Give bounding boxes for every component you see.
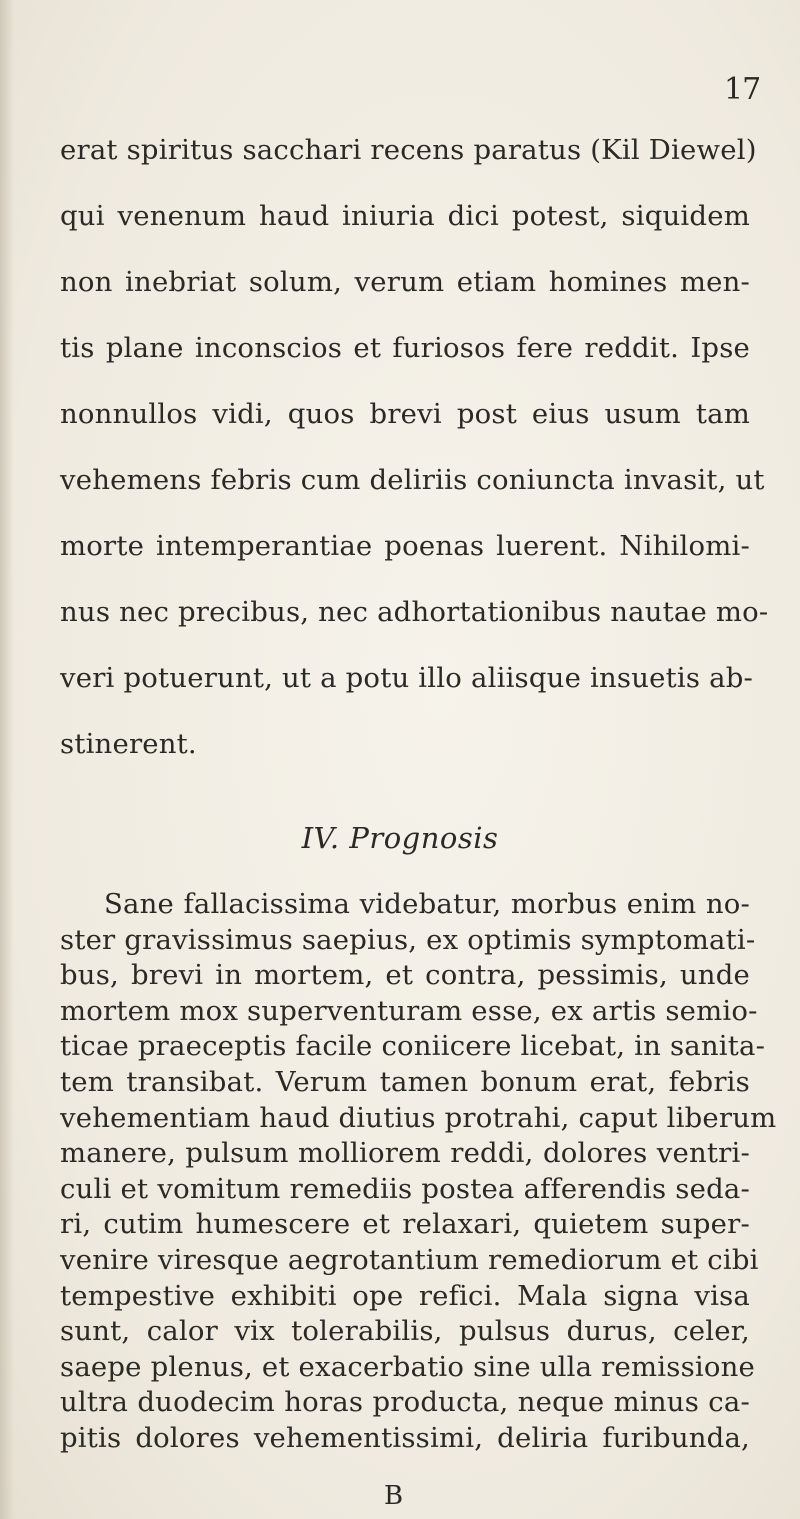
- text-line: vehemens febris cum deliriis coniuncta invasit, ut: [60, 464, 765, 496]
- text-line: erat spiritus sacchari recens paratus (Kil Diewel): [60, 134, 757, 166]
- text-line: tem transibat. Verum tamen bonum erat, febris: [60, 1066, 750, 1098]
- text-line: nonnullos vidi, quos brevi post eius usum tam: [60, 398, 750, 430]
- text-line: bus, brevi in mortem, et contra, pessimis, unde: [60, 959, 750, 992]
- text-line: tempestive exhibiti ope refici. Mala signa visa: [60, 1279, 750, 1312]
- text-line: nus nec precibus, nec adhortationibus nautae mo-: [60, 596, 769, 628]
- section-heading: IV. Prognosis: [301, 821, 499, 855]
- text-line: mortem mox superventuram esse, ex artis semio-: [60, 994, 758, 1027]
- text-line: ultra duodecim horas producta, neque minus ca-: [60, 1386, 750, 1419]
- text-line: Sane fallacissima videbatur, morbus enim no-: [104, 888, 750, 920]
- page-number: 17: [724, 72, 761, 107]
- text-line: veri potuerunt, ut a potu illo aliisque insuetis ab-: [60, 662, 753, 694]
- text-line: morte intemperantiae poenas luerent. Nihilomi-: [60, 530, 750, 562]
- signature-mark: B: [384, 1481, 404, 1511]
- text-line: non inebriat solum, verum etiam homines men-: [60, 266, 750, 298]
- text-line: pitis dolores vehementissimi, deliria furibunda,: [60, 1422, 750, 1454]
- text-line: manere, pulsum molliorem reddi, dolores ventri-: [60, 1137, 750, 1170]
- binding-shadow: [0, 0, 14, 1519]
- text-line: vehementiam haud diutius protrahi, caput liberum: [60, 1101, 777, 1134]
- text-line: tis plane inconscios et furiosos fere reddit. Ipse: [60, 332, 750, 364]
- text-line: sunt, calor vix tolerabilis, pulsus durus, celer,: [60, 1315, 750, 1348]
- text-line: culi et vomitum remediis postea afferendis seda-: [60, 1172, 750, 1205]
- text-line: qui venenum haud iniuria dici potest, siquidem: [60, 200, 750, 232]
- text-line: ri, cutim humescere et relaxari, quietem super-: [60, 1208, 750, 1241]
- text-line: ster gravissimus saepius, ex optimis symptomati-: [60, 923, 756, 956]
- text-line: saepe plenus, et exacerbatio sine ulla remissione: [60, 1350, 756, 1383]
- text-line: stinerent.: [60, 728, 197, 760]
- text-line: venire viresque aegrotantium remediorum et cibi: [60, 1244, 759, 1276]
- text-line: ticae praeceptis facile coniicere licebat, in sanita-: [60, 1030, 766, 1063]
